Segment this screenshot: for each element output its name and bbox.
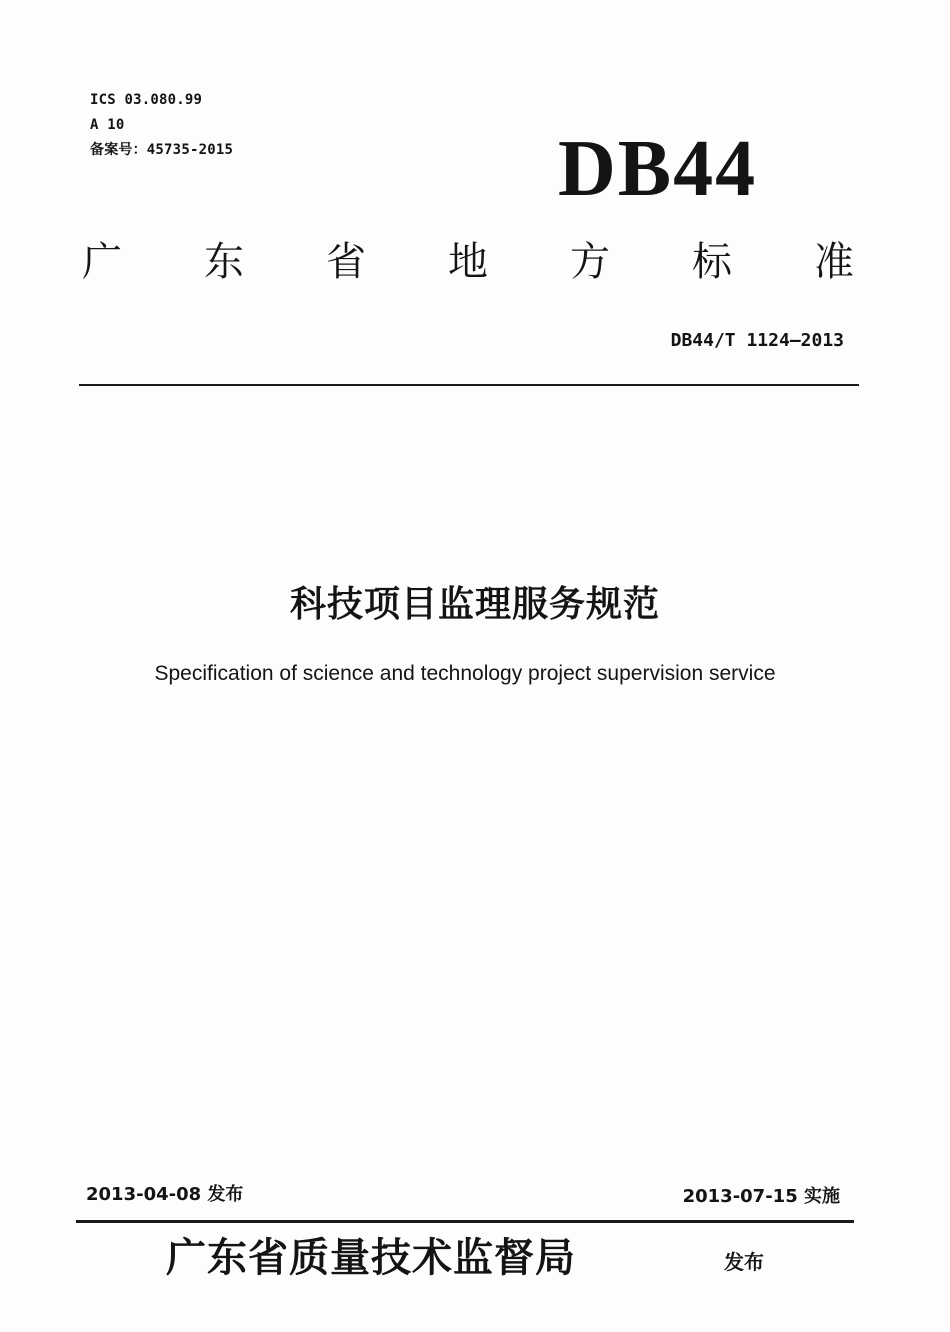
classification-block	[90, 88, 233, 163]
standard-number: DB44/T 1124—2013	[670, 330, 844, 351]
ics-code: ICS 03.080.99	[90, 92, 203, 108]
standard-type-char: 广	[82, 239, 122, 285]
issuing-authority: 广东省质量技术监督局	[166, 1234, 576, 1281]
standard-type-char: 地	[448, 239, 488, 285]
standard-type-char: 标	[692, 239, 732, 285]
record-number: 备案号：45735-2015	[90, 142, 234, 158]
top-divider	[79, 384, 859, 386]
db44-logo: DB44	[558, 125, 758, 213]
standard-type-char: 省	[326, 239, 366, 285]
issuing-authority-suffix: 发布	[724, 1250, 764, 1274]
standard-type-char: 东	[204, 239, 244, 285]
standard-type-heading	[82, 236, 854, 288]
issue-date: 2013-04-08 发布	[86, 1184, 244, 1205]
standard-type-char: 方	[570, 239, 610, 285]
bottom-divider	[76, 1220, 854, 1223]
standard-type-char: 准	[814, 239, 854, 285]
ccs-code: A 10	[90, 117, 125, 133]
implementation-date: 2013-07-15 实施	[682, 1186, 840, 1207]
title-english: Specification of science and technology project supervision service	[154, 662, 776, 685]
title-chinese: 科技项目监理服务规范	[289, 584, 660, 625]
